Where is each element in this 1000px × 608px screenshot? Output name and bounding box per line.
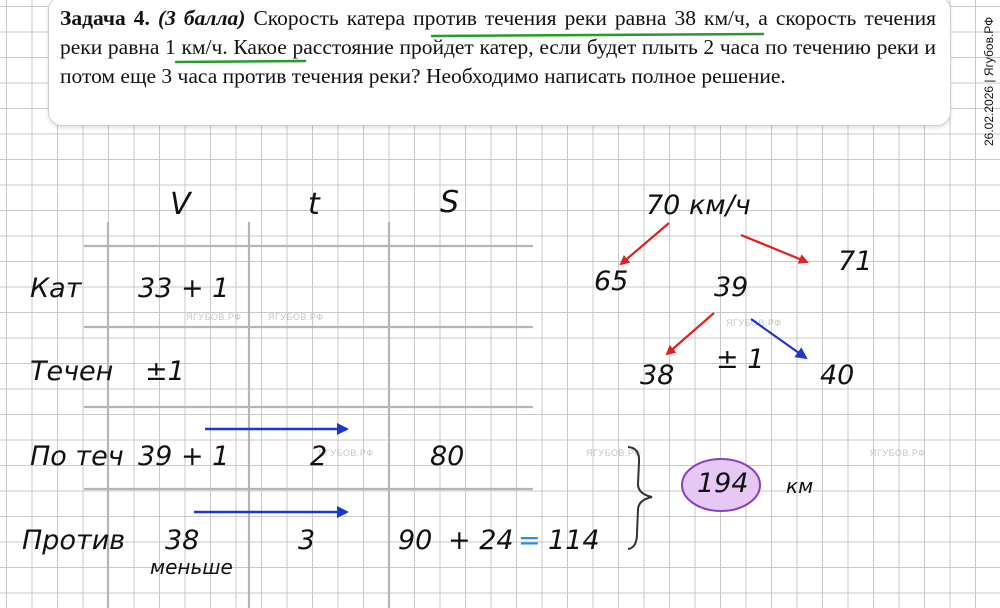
tree-bottom-left: 38 [640,360,675,391]
cell-upstream-s-c: 114 [548,525,600,556]
cell-boat-v: 33 + 1 [138,273,230,304]
cell-downstream-s: 80 [430,441,465,472]
red-arrow-bottom-left [667,313,714,354]
answer-value: 194 [697,468,749,499]
task-points: (3 балла) [157,6,246,30]
answer-unit: км [786,474,814,498]
green-underlines [176,34,763,62]
task-underlined-1: против течения реки равна 38 км/ч [413,6,745,30]
watermark: ЯГУБОВ.РФ [586,448,642,458]
tree-left: 65 [594,266,629,297]
watermark: ЯГУБОВ.РФ [186,312,242,322]
note-less: меньше [150,555,233,579]
cell-downstream-t: 2 [310,441,328,472]
row-label-current: Течен [30,356,114,387]
cell-upstream-s-a: 90 [398,525,433,556]
cell-upstream-s-b: + 24 [448,525,514,556]
row-label-downstream: По теч [30,441,124,472]
red-arrow-right [741,235,807,262]
row-label-boat: Кат [30,273,82,304]
cell-upstream-v: 38 [165,525,200,556]
task-label: Задача 4. [60,6,150,30]
cell-current-v: ±1 [145,356,185,387]
tree-bottom-right: 40 [820,360,855,391]
side-caption: 26.02.2026 | Ягубов.РФ [982,16,996,146]
task-text-part-3: . Какое расстояние пройдет катер, если будет плыть 2 часа по течению реки и потом еще 3 часа против течения реки? Необходимо написать полное решение. [60,35,936,88]
row-label-upstream: Против [22,525,126,556]
header-s: S [440,185,460,220]
underline-1 [432,34,763,36]
header-v: V [170,187,191,222]
cell-downstream-v: 39 + 1 [138,441,230,472]
watermark: ЯГУБОВ.РФ [268,312,324,322]
tree-right: 71 [838,246,873,277]
red-arrow-left [621,223,669,264]
cell-upstream-t: 3 [298,525,316,556]
task-underlined-2: равна 1 км/ч [107,35,223,59]
tree-mid: 39 [714,272,749,303]
task-text-part-2: , а скорость течения реки [60,6,936,59]
task-text-part-1: Скорость катера [245,6,414,30]
watermark: ЯГУБОВ.РФ [726,318,782,328]
curly-brace [628,447,652,549]
equals-sign: = [518,525,541,556]
watermark: ЯГУБОВ.РФ [318,448,374,458]
watermark: ЯГУБОВ.РФ [870,448,926,458]
underline-2 [176,61,305,62]
tree-pm: ± 1 [716,344,765,375]
tree-top: 70 км/ч [646,190,751,221]
header-t: t [308,187,320,222]
